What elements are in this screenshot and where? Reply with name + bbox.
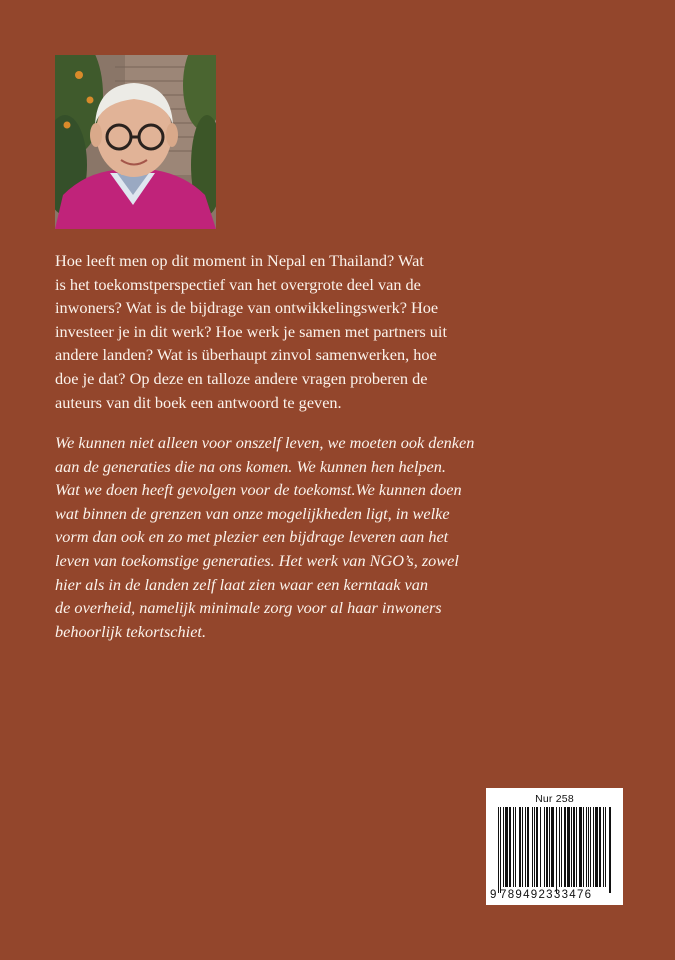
barcode-bar	[593, 807, 594, 887]
barcode-bar	[576, 807, 577, 887]
barcode-bar	[503, 807, 504, 887]
quote-line: We kunnen niet alleen voor onszelf leven, we moeten ook denken	[55, 433, 475, 452]
quote-line: Wat we doen heeft gevolgen voor de toekomst.We kunnen doen	[55, 480, 462, 500]
barcode-bar	[586, 807, 587, 887]
barcode-bar	[559, 807, 560, 887]
barcode-bar	[527, 807, 529, 887]
barcode-bar	[595, 807, 598, 887]
quote-line: aan de generaties die na ons komen. We kunnen hen helpen.	[55, 456, 446, 476]
quote-line: wat binnen de grenzen van onze mogelijkheden ligt, in welke	[55, 503, 450, 523]
back-cover-blurb	[55, 249, 625, 414]
barcode-bar	[588, 807, 589, 887]
barcode-bar	[536, 807, 538, 887]
quote-line: vorm dan ook en zo met plezier een bijdrage leveren aan het	[55, 527, 449, 547]
barcode-bar	[590, 807, 591, 887]
barcode-bar	[509, 807, 511, 887]
barcode-bar	[546, 807, 548, 887]
barcode-bar	[556, 807, 557, 893]
quote-line: leven van toekomstige generaties. Het werk van NGO’s, zowel	[55, 550, 459, 570]
author-portrait-photo	[55, 55, 216, 229]
author-portrait	[55, 55, 216, 229]
barcode-bar	[522, 807, 523, 887]
blurb-line: doe je dat? Op deze en talloze andere vragen proberen de	[55, 368, 428, 388]
blurb-line: inwoners? Wat is de bijdrage van ontwikkelingswerk? Hoe	[55, 298, 439, 318]
barcode-bar	[540, 807, 541, 887]
blurb-line: andere landen? Wat is überhaupt zinvol samenwerken, hoe	[55, 345, 437, 365]
italic-quote	[55, 431, 625, 643]
blurb-line: is het toekomstperspectief van het overgrote deel van de	[55, 274, 421, 294]
isbn-digits: 789492333476	[500, 889, 593, 901]
barcode-bar	[549, 807, 550, 887]
barcode-bar	[532, 807, 533, 887]
barcode-bar	[567, 807, 570, 887]
barcode-bar	[519, 807, 521, 887]
quote-line: de overheid, namelijk minimale zorg voor al haar inwoners	[55, 598, 442, 618]
barcode-bar	[579, 807, 582, 887]
barcode-bar	[561, 807, 562, 887]
nur-code: Nur 258	[535, 793, 574, 805]
barcode-bar	[515, 807, 516, 887]
blurb-line: auteurs van dit boek een antwoord te geven.	[55, 392, 342, 412]
barcode-bar	[534, 807, 535, 887]
barcode-bar	[505, 807, 508, 887]
quote-line: behoorlijk tekortschiet.	[55, 621, 207, 641]
barcode-bar	[609, 807, 611, 893]
isbn-first-digit: 9	[490, 889, 497, 901]
barcode-bar	[551, 807, 554, 887]
blurb-line: investeer je in dit werk? Hoe werk je samen met partners uit	[55, 321, 447, 341]
barcode-bar	[544, 807, 545, 887]
barcode-bar	[571, 807, 572, 887]
barcode-bar	[513, 807, 514, 887]
barcode-bars	[498, 807, 611, 893]
isbn-barcode-box	[486, 788, 623, 905]
barcode-bar	[564, 807, 566, 887]
barcode-bar	[603, 807, 604, 887]
barcode-bar	[498, 807, 499, 893]
barcode-bar	[599, 807, 601, 887]
blurb-line: Hoe leeft men op dit moment in Nepal en Thailand? Wat	[55, 251, 424, 270]
barcode-bar	[500, 807, 501, 893]
barcode-bar	[605, 807, 606, 887]
quote-line: hier als in de landen zelf laat zien waar een kerntaak van	[55, 574, 429, 594]
barcode-bar	[573, 807, 575, 887]
barcode-bar	[583, 807, 584, 887]
barcode-bar	[525, 807, 526, 887]
